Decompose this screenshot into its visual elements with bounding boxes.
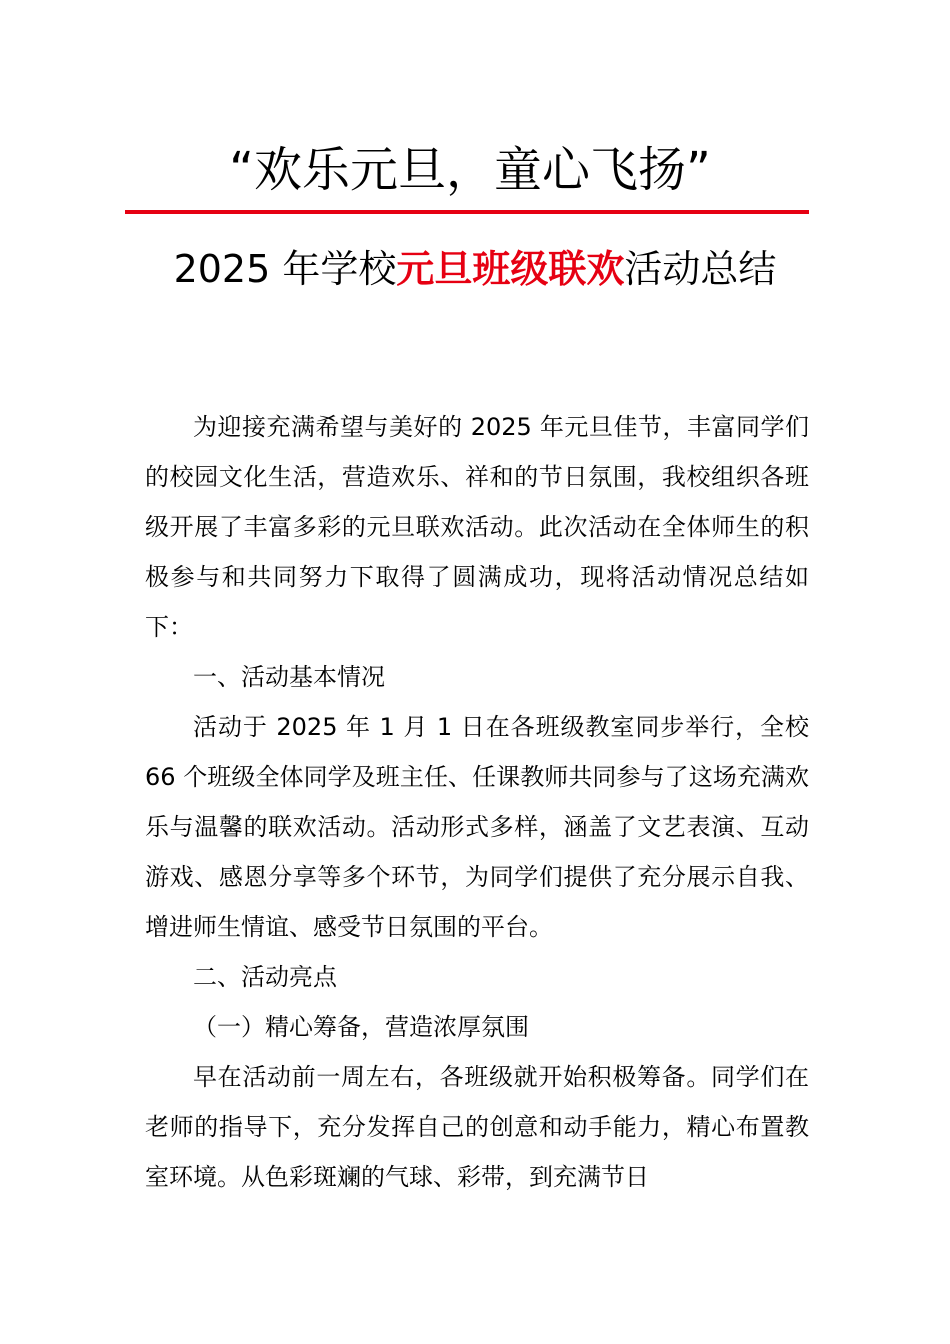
- body-text: [145, 402, 809, 1202]
- section-heading-highlights: 二、活动亮点: [193, 963, 337, 991]
- red-divider-line: [125, 210, 809, 214]
- paragraph-preparation: 早在活动前一周左右，各班级就开始积极筹备。同学们在老师的指导下，充分发挥自己的创意和动手能力，精心布置教室环境。从色彩斑斓的气球、彩带，到充满节日: [145, 1063, 809, 1191]
- main-title: “欢乐元旦，童心飞扬”: [229, 142, 711, 198]
- section-heading-basic-info: 一、活动基本情况: [193, 663, 385, 691]
- subsection-heading-preparation: （一）精心筹备，营造浓厚氛围: [193, 1013, 529, 1041]
- paragraph-intro: 为迎接充满希望与美好的 2025 年元旦佳节，丰富同学们的校园文化生活，营造欢乐、祥和的节日氛围，我校组织各班级开展了丰富多彩的元旦联欢活动。此次活动在全体师生的积极参与和共同努力下取得了圆满成功，现将活动情况总结如下：: [145, 413, 809, 641]
- paragraph-basic-info: 活动于 2025 年 1 月 1 日在各班级教室同步举行，全校 66 个班级全体同学及班主任、任课教师共同参与了这场充满欢乐与温馨的联欢活动。活动形式多样，涵盖了文艺表演、互动游戏、感恩分享等多个环节，为同学们提供了充分展示自我、增进师生情谊、感受节日氛围的平台。: [145, 713, 809, 941]
- subtitle-prefix: 2025 年学校: [173, 247, 397, 291]
- subtitle-highlight: 元旦班级联欢: [396, 247, 625, 291]
- subtitle: [145, 238, 805, 300]
- subtitle-suffix: 活动总结: [624, 247, 777, 291]
